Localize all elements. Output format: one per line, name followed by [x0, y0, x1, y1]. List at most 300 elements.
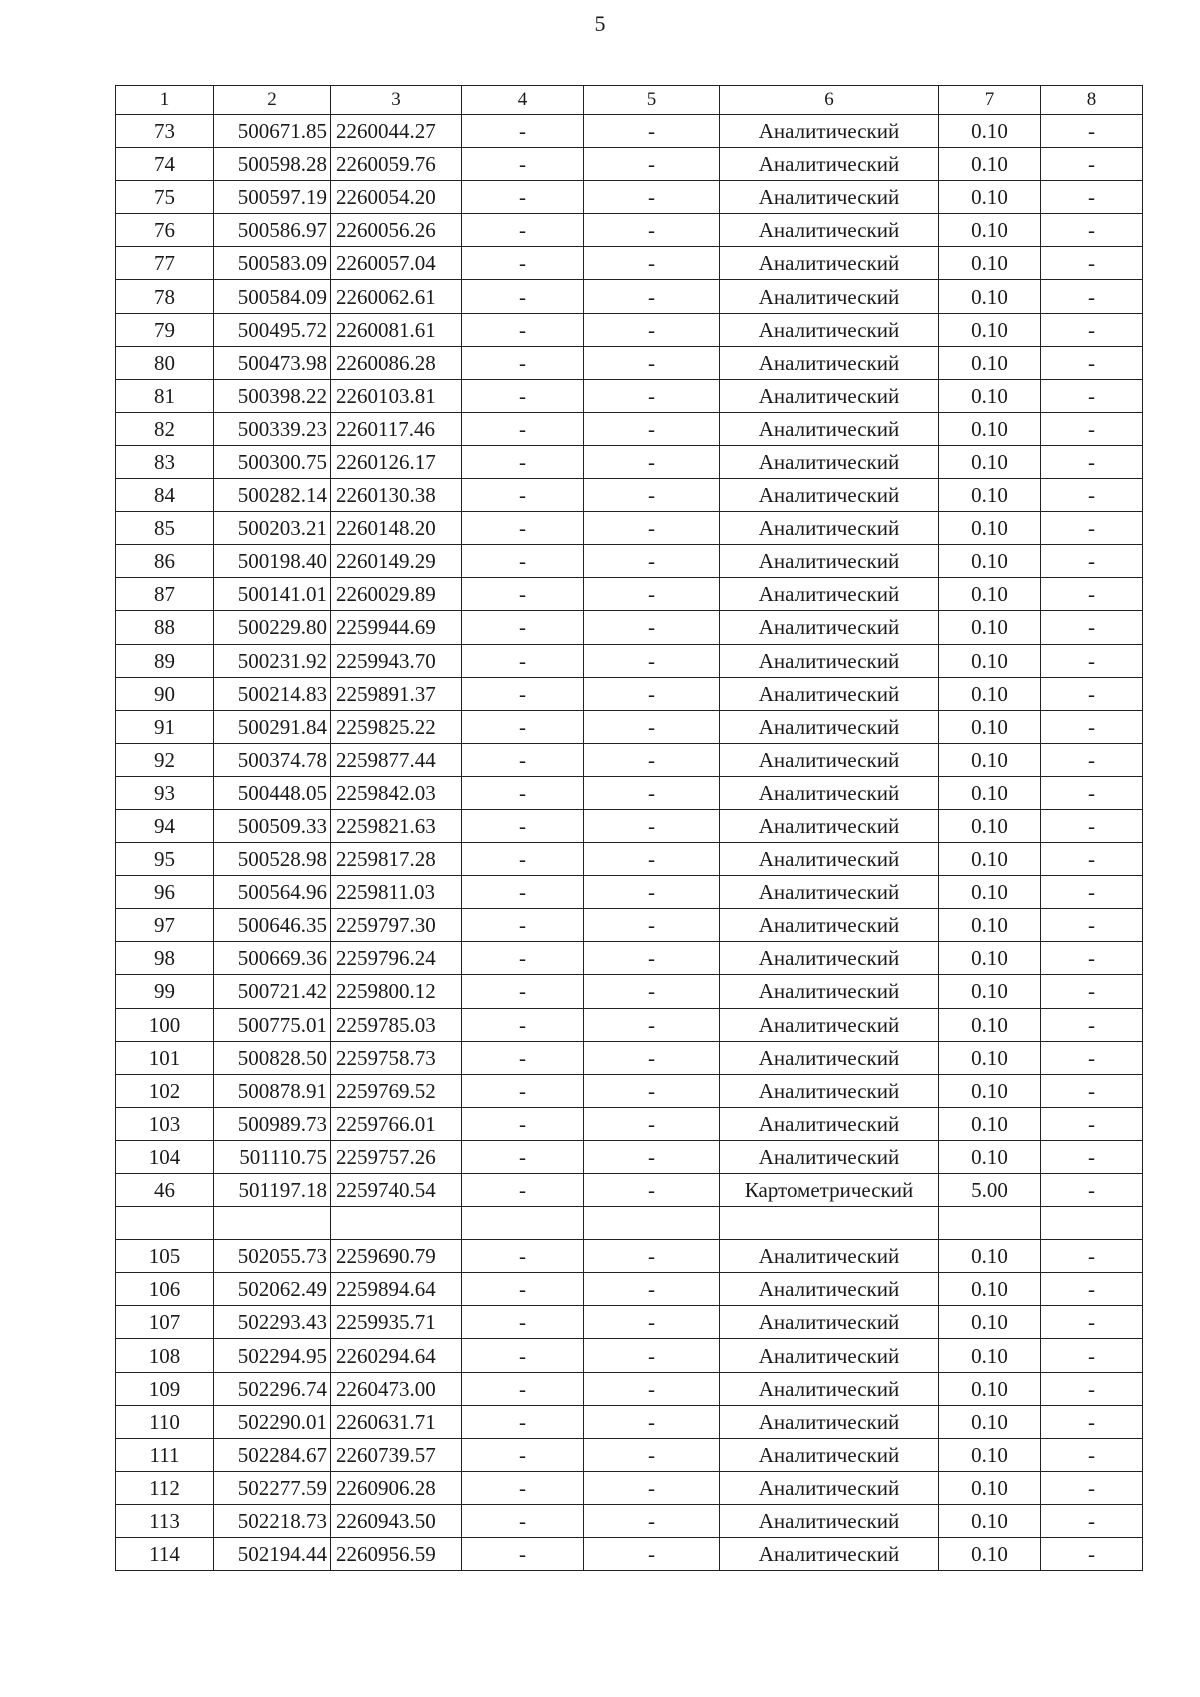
- table-row: [116, 876, 1143, 909]
- method-cell: Аналитический: [720, 247, 939, 280]
- x-coordinate-cell: 500586.97: [214, 214, 331, 247]
- col8-cell: -: [1041, 545, 1143, 578]
- col4-cell: -: [462, 545, 584, 578]
- col8-cell: -: [1041, 644, 1143, 677]
- x-coordinate-cell: 502294.95: [214, 1339, 331, 1372]
- y-coordinate-cell: 2260059.76: [331, 148, 462, 181]
- col8-cell: -: [1041, 843, 1143, 876]
- col4-cell: -: [462, 1438, 584, 1471]
- column-header: 7: [939, 86, 1041, 115]
- col5-cell: -: [584, 148, 720, 181]
- method-cell: Аналитический: [720, 346, 939, 379]
- y-coordinate-cell: 2260057.04: [331, 247, 462, 280]
- accuracy-cell: 0.10: [939, 1438, 1041, 1471]
- accuracy-cell: 0.10: [939, 1041, 1041, 1074]
- point-number-cell: 99: [116, 975, 214, 1008]
- point-number-cell: 89: [116, 644, 214, 677]
- col8-cell: -: [1041, 578, 1143, 611]
- y-coordinate-cell: 2259877.44: [331, 743, 462, 776]
- table-row: [116, 1273, 1143, 1306]
- col5-cell: -: [584, 1471, 720, 1504]
- table-row: [116, 1107, 1143, 1140]
- col8-cell: -: [1041, 876, 1143, 909]
- col8-cell: -: [1041, 776, 1143, 809]
- y-coordinate-cell: 2260126.17: [331, 445, 462, 478]
- x-coordinate-cell: 500282.14: [214, 479, 331, 512]
- y-coordinate-cell: [331, 1207, 462, 1240]
- col5-cell: -: [584, 313, 720, 346]
- col5-cell: -: [584, 1372, 720, 1405]
- x-coordinate-cell: 502290.01: [214, 1405, 331, 1438]
- col5-cell: -: [584, 280, 720, 313]
- y-coordinate-cell: 2260081.61: [331, 313, 462, 346]
- point-number-cell: 91: [116, 710, 214, 743]
- x-coordinate-cell: 502194.44: [214, 1538, 331, 1571]
- col4-cell: -: [462, 776, 584, 809]
- col5-cell: -: [584, 214, 720, 247]
- col5-cell: -: [584, 876, 720, 909]
- method-cell: Аналитический: [720, 1339, 939, 1372]
- table-row: [116, 1240, 1143, 1273]
- point-number-cell: 46: [116, 1174, 214, 1207]
- col5-cell: -: [584, 181, 720, 214]
- method-cell: Картометрический: [720, 1174, 939, 1207]
- y-coordinate-cell: 2260029.89: [331, 578, 462, 611]
- col4-cell: -: [462, 115, 584, 148]
- method-cell: [720, 1207, 939, 1240]
- accuracy-cell: 0.10: [939, 1074, 1041, 1107]
- x-coordinate-cell: 500214.83: [214, 677, 331, 710]
- col8-cell: -: [1041, 1140, 1143, 1173]
- y-coordinate-cell: 2259943.70: [331, 644, 462, 677]
- col8-cell: -: [1041, 1504, 1143, 1537]
- method-cell: Аналитический: [720, 1471, 939, 1504]
- method-cell: Аналитический: [720, 710, 939, 743]
- coordinates-table: [115, 85, 1143, 1571]
- method-cell: Аналитический: [720, 1405, 939, 1438]
- column-header: 5: [584, 86, 720, 115]
- y-coordinate-cell: 2259817.28: [331, 843, 462, 876]
- y-coordinate-cell: 2259797.30: [331, 909, 462, 942]
- col5-cell: -: [584, 710, 720, 743]
- col5-cell: -: [584, 611, 720, 644]
- y-coordinate-cell: 2259811.03: [331, 876, 462, 909]
- point-number-cell: 107: [116, 1306, 214, 1339]
- y-coordinate-cell: 2260054.20: [331, 181, 462, 214]
- accuracy-cell: 0.10: [939, 545, 1041, 578]
- method-cell: Аналитический: [720, 677, 939, 710]
- col8-cell: -: [1041, 1372, 1143, 1405]
- method-cell: Аналитический: [720, 1140, 939, 1173]
- point-number-cell: 80: [116, 346, 214, 379]
- y-coordinate-cell: 2260943.50: [331, 1504, 462, 1537]
- accuracy-cell: 0.10: [939, 346, 1041, 379]
- table-row: [116, 578, 1143, 611]
- col8-cell: -: [1041, 346, 1143, 379]
- col5-cell: [584, 1207, 720, 1240]
- accuracy-cell: 0.10: [939, 677, 1041, 710]
- col5-cell: -: [584, 743, 720, 776]
- col8-cell: -: [1041, 1471, 1143, 1504]
- x-coordinate-cell: 500989.73: [214, 1107, 331, 1140]
- col5-cell: -: [584, 445, 720, 478]
- point-number-cell: 74: [116, 148, 214, 181]
- x-coordinate-cell: 500646.35: [214, 909, 331, 942]
- x-coordinate-cell: 502293.43: [214, 1306, 331, 1339]
- col8-cell: -: [1041, 809, 1143, 842]
- x-coordinate-cell: 500509.33: [214, 809, 331, 842]
- x-coordinate-cell: 500878.91: [214, 1074, 331, 1107]
- col4-cell: -: [462, 909, 584, 942]
- col5-cell: -: [584, 942, 720, 975]
- col5-cell: -: [584, 1107, 720, 1140]
- col4-cell: -: [462, 1240, 584, 1273]
- col5-cell: -: [584, 644, 720, 677]
- table-row: [116, 1207, 1143, 1240]
- col8-cell: -: [1041, 379, 1143, 412]
- y-coordinate-cell: 2259785.03: [331, 1008, 462, 1041]
- y-coordinate-cell: 2260149.29: [331, 545, 462, 578]
- col8-cell: -: [1041, 942, 1143, 975]
- x-coordinate-cell: 500291.84: [214, 710, 331, 743]
- table-row: [116, 214, 1143, 247]
- col5-cell: -: [584, 346, 720, 379]
- accuracy-cell: 0.10: [939, 1405, 1041, 1438]
- accuracy-cell: 0.10: [939, 876, 1041, 909]
- table-header-row: [116, 86, 1143, 115]
- y-coordinate-cell: 2259944.69: [331, 611, 462, 644]
- col4-cell: -: [462, 1008, 584, 1041]
- col5-cell: -: [584, 1140, 720, 1173]
- method-cell: Аналитический: [720, 611, 939, 644]
- method-cell: Аналитический: [720, 148, 939, 181]
- column-header: 3: [331, 86, 462, 115]
- x-coordinate-cell: 500448.05: [214, 776, 331, 809]
- x-coordinate-cell: 502055.73: [214, 1240, 331, 1273]
- col8-cell: -: [1041, 445, 1143, 478]
- accuracy-cell: 0.10: [939, 280, 1041, 313]
- x-coordinate-cell: 500564.96: [214, 876, 331, 909]
- col5-cell: -: [584, 677, 720, 710]
- accuracy-cell: 0.10: [939, 644, 1041, 677]
- table-row: [116, 512, 1143, 545]
- point-number-cell: 108: [116, 1339, 214, 1372]
- y-coordinate-cell: 2259796.24: [331, 942, 462, 975]
- accuracy-cell: [939, 1207, 1041, 1240]
- y-coordinate-cell: 2259842.03: [331, 776, 462, 809]
- col4-cell: -: [462, 247, 584, 280]
- col4-cell: -: [462, 578, 584, 611]
- table-row: [116, 445, 1143, 478]
- col8-cell: -: [1041, 412, 1143, 445]
- method-cell: Аналитический: [720, 942, 939, 975]
- col8-cell: -: [1041, 214, 1143, 247]
- col4-cell: -: [462, 809, 584, 842]
- accuracy-cell: 0.10: [939, 479, 1041, 512]
- table-row: [116, 1438, 1143, 1471]
- x-coordinate-cell: 500495.72: [214, 313, 331, 346]
- col8-cell: -: [1041, 280, 1143, 313]
- accuracy-cell: 0.10: [939, 611, 1041, 644]
- x-coordinate-cell: 501197.18: [214, 1174, 331, 1207]
- table-row: [116, 677, 1143, 710]
- table-row: [116, 1372, 1143, 1405]
- col5-cell: -: [584, 247, 720, 280]
- accuracy-cell: 0.10: [939, 445, 1041, 478]
- point-number-cell: 79: [116, 313, 214, 346]
- table-row: [116, 1504, 1143, 1537]
- method-cell: Аналитический: [720, 412, 939, 445]
- method-cell: Аналитический: [720, 115, 939, 148]
- y-coordinate-cell: 2260044.27: [331, 115, 462, 148]
- col4-cell: -: [462, 1372, 584, 1405]
- accuracy-cell: 0.10: [939, 181, 1041, 214]
- x-coordinate-cell: 501110.75: [214, 1140, 331, 1173]
- point-number-cell: 111: [116, 1438, 214, 1471]
- method-cell: Аналитический: [720, 479, 939, 512]
- col8-cell: -: [1041, 1438, 1143, 1471]
- y-coordinate-cell: 2260062.61: [331, 280, 462, 313]
- col4-cell: -: [462, 379, 584, 412]
- accuracy-cell: 0.10: [939, 1306, 1041, 1339]
- col8-cell: -: [1041, 1240, 1143, 1273]
- col4-cell: -: [462, 1405, 584, 1438]
- col5-cell: -: [584, 578, 720, 611]
- col4-cell: -: [462, 677, 584, 710]
- y-coordinate-cell: 2260103.81: [331, 379, 462, 412]
- accuracy-cell: 0.10: [939, 1107, 1041, 1140]
- table-row: [116, 247, 1143, 280]
- col5-cell: -: [584, 512, 720, 545]
- col4-cell: -: [462, 148, 584, 181]
- method-cell: Аналитический: [720, 379, 939, 412]
- point-number-cell: 110: [116, 1405, 214, 1438]
- point-number-cell: 93: [116, 776, 214, 809]
- point-number-cell: 105: [116, 1240, 214, 1273]
- col5-cell: -: [584, 843, 720, 876]
- method-cell: Аналитический: [720, 1273, 939, 1306]
- point-number-cell: 94: [116, 809, 214, 842]
- x-coordinate-cell: 500398.22: [214, 379, 331, 412]
- y-coordinate-cell: 2260117.46: [331, 412, 462, 445]
- table-row: [116, 909, 1143, 942]
- col8-cell: -: [1041, 1306, 1143, 1339]
- table-row: [116, 313, 1143, 346]
- col8-cell: -: [1041, 1538, 1143, 1571]
- col5-cell: -: [584, 776, 720, 809]
- x-coordinate-cell: 502284.67: [214, 1438, 331, 1471]
- method-cell: Аналитический: [720, 313, 939, 346]
- col4-cell: [462, 1207, 584, 1240]
- accuracy-cell: 0.10: [939, 1008, 1041, 1041]
- method-cell: Аналитический: [720, 1504, 939, 1537]
- page-number: 5: [594, 11, 606, 36]
- col5-cell: -: [584, 1504, 720, 1537]
- point-number-cell: 109: [116, 1372, 214, 1405]
- point-number-cell: 84: [116, 479, 214, 512]
- x-coordinate-cell: 502277.59: [214, 1471, 331, 1504]
- table-row: [116, 1306, 1143, 1339]
- x-coordinate-cell: 500203.21: [214, 512, 331, 545]
- col8-cell: -: [1041, 479, 1143, 512]
- col8-cell: [1041, 1207, 1143, 1240]
- method-cell: Аналитический: [720, 776, 939, 809]
- col8-cell: -: [1041, 1273, 1143, 1306]
- accuracy-cell: 0.10: [939, 1538, 1041, 1571]
- col4-cell: -: [462, 1504, 584, 1537]
- method-cell: Аналитический: [720, 280, 939, 313]
- point-number-cell: 76: [116, 214, 214, 247]
- accuracy-cell: 0.10: [939, 1140, 1041, 1173]
- method-cell: Аналитический: [720, 181, 939, 214]
- x-coordinate-cell: 500671.85: [214, 115, 331, 148]
- col4-cell: -: [462, 876, 584, 909]
- col8-cell: -: [1041, 975, 1143, 1008]
- x-coordinate-cell: 500583.09: [214, 247, 331, 280]
- col8-cell: -: [1041, 1107, 1143, 1140]
- method-cell: Аналитический: [720, 909, 939, 942]
- col8-cell: -: [1041, 1008, 1143, 1041]
- table-row: [116, 346, 1143, 379]
- x-coordinate-cell: 500300.75: [214, 445, 331, 478]
- table-row: [116, 975, 1143, 1008]
- col5-cell: -: [584, 479, 720, 512]
- col4-cell: -: [462, 445, 584, 478]
- method-cell: Аналитический: [720, 545, 939, 578]
- y-coordinate-cell: 2259758.73: [331, 1041, 462, 1074]
- point-number-cell: 101: [116, 1041, 214, 1074]
- y-coordinate-cell: 2260956.59: [331, 1538, 462, 1571]
- x-coordinate-cell: [214, 1207, 331, 1240]
- point-number-cell: 73: [116, 115, 214, 148]
- y-coordinate-cell: 2260130.38: [331, 479, 462, 512]
- accuracy-cell: 0.10: [939, 975, 1041, 1008]
- point-number-cell: 86: [116, 545, 214, 578]
- accuracy-cell: 0.10: [939, 578, 1041, 611]
- point-number-cell: 81: [116, 379, 214, 412]
- accuracy-cell: 0.10: [939, 809, 1041, 842]
- accuracy-cell: 5.00: [939, 1174, 1041, 1207]
- x-coordinate-cell: 500141.01: [214, 578, 331, 611]
- method-cell: Аналитический: [720, 1306, 939, 1339]
- point-number-cell: 97: [116, 909, 214, 942]
- accuracy-cell: 0.10: [939, 148, 1041, 181]
- point-number-cell: 106: [116, 1273, 214, 1306]
- x-coordinate-cell: 502062.49: [214, 1273, 331, 1306]
- col8-cell: -: [1041, 1339, 1143, 1372]
- accuracy-cell: 0.10: [939, 1504, 1041, 1537]
- table-row: [116, 148, 1143, 181]
- x-coordinate-cell: 500198.40: [214, 545, 331, 578]
- method-cell: Аналитический: [720, 1240, 939, 1273]
- col8-cell: -: [1041, 743, 1143, 776]
- accuracy-cell: 0.10: [939, 909, 1041, 942]
- col4-cell: -: [462, 743, 584, 776]
- col4-cell: -: [462, 644, 584, 677]
- method-cell: Аналитический: [720, 578, 939, 611]
- x-coordinate-cell: 500473.98: [214, 346, 331, 379]
- y-coordinate-cell: 2259757.26: [331, 1140, 462, 1173]
- col8-cell: -: [1041, 181, 1143, 214]
- col5-cell: -: [584, 1273, 720, 1306]
- point-number-cell: 75: [116, 181, 214, 214]
- y-coordinate-cell: 2260473.00: [331, 1372, 462, 1405]
- y-coordinate-cell: 2260148.20: [331, 512, 462, 545]
- table-row: [116, 1538, 1143, 1571]
- column-header: 6: [720, 86, 939, 115]
- col5-cell: -: [584, 412, 720, 445]
- y-coordinate-cell: 2260294.64: [331, 1339, 462, 1372]
- col8-cell: -: [1041, 710, 1143, 743]
- point-number-cell: 85: [116, 512, 214, 545]
- table-row: [116, 1174, 1143, 1207]
- method-cell: Аналитический: [720, 975, 939, 1008]
- col4-cell: -: [462, 1074, 584, 1107]
- x-coordinate-cell: 500721.42: [214, 975, 331, 1008]
- accuracy-cell: 0.10: [939, 379, 1041, 412]
- point-number-cell: 98: [116, 942, 214, 975]
- method-cell: Аналитический: [720, 512, 939, 545]
- col8-cell: -: [1041, 677, 1143, 710]
- col8-cell: -: [1041, 1405, 1143, 1438]
- y-coordinate-cell: 2259821.63: [331, 809, 462, 842]
- accuracy-cell: 0.10: [939, 710, 1041, 743]
- method-cell: Аналитический: [720, 445, 939, 478]
- col8-cell: -: [1041, 115, 1143, 148]
- col8-cell: -: [1041, 512, 1143, 545]
- accuracy-cell: 0.10: [939, 942, 1041, 975]
- col8-cell: -: [1041, 1041, 1143, 1074]
- table-row: [116, 1140, 1143, 1173]
- point-number-cell: 113: [116, 1504, 214, 1537]
- accuracy-cell: 0.10: [939, 1339, 1041, 1372]
- y-coordinate-cell: 2259935.71: [331, 1306, 462, 1339]
- point-number-cell: 92: [116, 743, 214, 776]
- point-number-cell: 96: [116, 876, 214, 909]
- col4-cell: -: [462, 280, 584, 313]
- column-header: 2: [214, 86, 331, 115]
- table-row: [116, 1041, 1143, 1074]
- accuracy-cell: 0.10: [939, 1372, 1041, 1405]
- table-row: [116, 1405, 1143, 1438]
- y-coordinate-cell: 2259690.79: [331, 1240, 462, 1273]
- point-number-cell: 88: [116, 611, 214, 644]
- col5-cell: -: [584, 1538, 720, 1571]
- y-coordinate-cell: 2260056.26: [331, 214, 462, 247]
- accuracy-cell: 0.10: [939, 512, 1041, 545]
- method-cell: Аналитический: [720, 1438, 939, 1471]
- point-number-cell: 90: [116, 677, 214, 710]
- col4-cell: -: [462, 479, 584, 512]
- col5-cell: -: [584, 1339, 720, 1372]
- accuracy-cell: 0.10: [939, 313, 1041, 346]
- col5-cell: -: [584, 1438, 720, 1471]
- col8-cell: -: [1041, 247, 1143, 280]
- table-row: [116, 611, 1143, 644]
- method-cell: Аналитический: [720, 809, 939, 842]
- y-coordinate-cell: 2259766.01: [331, 1107, 462, 1140]
- table-row: [116, 181, 1143, 214]
- col4-cell: -: [462, 1041, 584, 1074]
- table-row: [116, 545, 1143, 578]
- table-row: [116, 710, 1143, 743]
- col4-cell: -: [462, 512, 584, 545]
- point-number-cell: 82: [116, 412, 214, 445]
- y-coordinate-cell: 2259825.22: [331, 710, 462, 743]
- x-coordinate-cell: 500828.50: [214, 1041, 331, 1074]
- col8-cell: -: [1041, 611, 1143, 644]
- column-header: 4: [462, 86, 584, 115]
